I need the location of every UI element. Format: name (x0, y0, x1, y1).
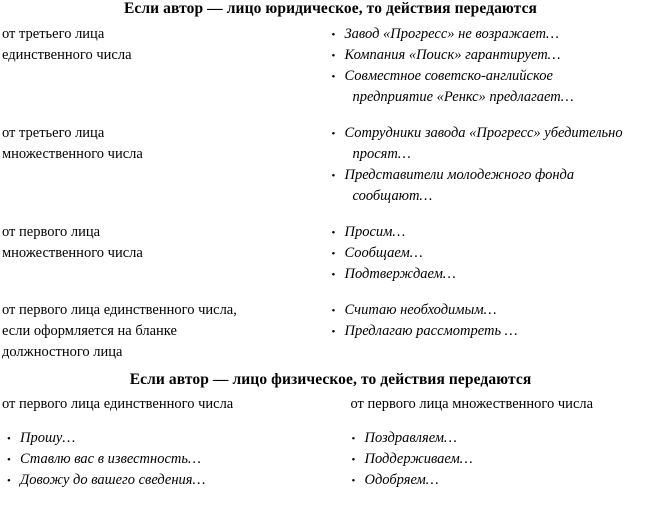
row-label-cell (0, 17, 331, 116)
row-label-cell (0, 116, 331, 215)
row-label-line: множественного числа (2, 146, 143, 163)
row-examples-cell (331, 116, 662, 215)
row-label-cell (0, 215, 331, 293)
example-line: Сообщаем… (344, 245, 423, 262)
row-examples-cell (331, 215, 662, 293)
row-label (0, 17, 331, 74)
example-line-cont: предприятие «Ренкс» предлагает… (352, 89, 574, 106)
row-label-line: от третьего лица (2, 26, 105, 43)
example-list (331, 116, 662, 215)
list-item (331, 321, 658, 342)
example-line: Подтверждаем… (344, 266, 456, 283)
row-label-line: множественного числа (2, 245, 143, 262)
list-item (331, 243, 658, 264)
row-label (0, 215, 331, 272)
example-line: Сотрудники завода «Прогресс» убедительно (344, 125, 623, 142)
list-item (331, 264, 658, 285)
row-label-line: должностного лица (2, 344, 123, 361)
example-list (331, 293, 662, 350)
example-line: Считаю необходимым… (344, 302, 497, 319)
example-list (331, 215, 662, 293)
example-line: Довожу до вашего сведения… (20, 472, 206, 489)
example-line: Предлагаю рассмотреть … (344, 323, 518, 340)
list-item (351, 428, 658, 449)
column-header-cell-singular (0, 388, 331, 421)
example-line-cont: сообщают… (352, 188, 433, 205)
row-label-cell (0, 293, 331, 371)
row-label-line: если оформляется на бланке (2, 323, 177, 340)
row-label-line: от первого лица единственного числа, (2, 302, 237, 319)
column-header-cell-plural (331, 388, 662, 421)
example-line: Совместное советско-английское (344, 68, 553, 85)
section-banner-row-legal (0, 0, 661, 17)
column-header-row (0, 388, 661, 421)
example-line: Просим… (344, 224, 406, 241)
column-header-plural: от первого лица множественного числа (350, 396, 594, 413)
example-line: Представители молодежного фонда (344, 167, 575, 184)
list-item (6, 449, 327, 470)
example-list (331, 421, 662, 499)
table-row (0, 116, 661, 215)
table-row (0, 215, 661, 293)
example-line-cont: просят… (352, 146, 411, 163)
section-banner-row-physical (0, 371, 661, 388)
example-list (0, 421, 331, 499)
list-item (6, 470, 327, 491)
section-banner-physical: Если автор — лицо физическое, то действия передаются (129, 371, 532, 389)
row-label (0, 116, 331, 173)
column-header-singular: от первого лица единственного числа (2, 396, 234, 413)
list-item (351, 449, 658, 470)
list-item (331, 165, 658, 207)
section-banner-legal: Если автор — лицо юридическое, то действия передаются (123, 0, 538, 17)
row-label-line: от третьего лица (2, 125, 105, 142)
example-line: Ставлю вас в известность… (20, 451, 201, 468)
list-item (331, 66, 658, 108)
example-line: Завод «Прогресс» не возражает… (344, 26, 559, 43)
table-row (0, 17, 661, 116)
list-item (6, 428, 327, 449)
example-line: Поздравляем… (364, 430, 457, 447)
row-label-line: единственного числа (2, 47, 132, 64)
row-examples-cell-plural (331, 421, 662, 499)
example-list (331, 17, 662, 116)
list-item (351, 470, 658, 491)
row-examples-cell (331, 293, 662, 371)
example-line: Компания «Поиск» гарантирует… (344, 47, 561, 64)
list-item (331, 222, 658, 243)
example-line: Прошу… (20, 430, 76, 447)
row-examples-cell (331, 17, 662, 116)
list-item (331, 123, 658, 165)
row-examples-cell-singular (0, 421, 331, 499)
list-item (331, 45, 658, 66)
table-row (0, 293, 661, 371)
table-row (0, 421, 661, 499)
list-item (331, 24, 658, 45)
row-label (0, 293, 331, 371)
list-item (331, 300, 658, 321)
row-label-line: от первого лица (2, 224, 101, 241)
example-line: Поддерживаем… (364, 451, 473, 468)
example-line: Одобряем… (364, 472, 439, 489)
